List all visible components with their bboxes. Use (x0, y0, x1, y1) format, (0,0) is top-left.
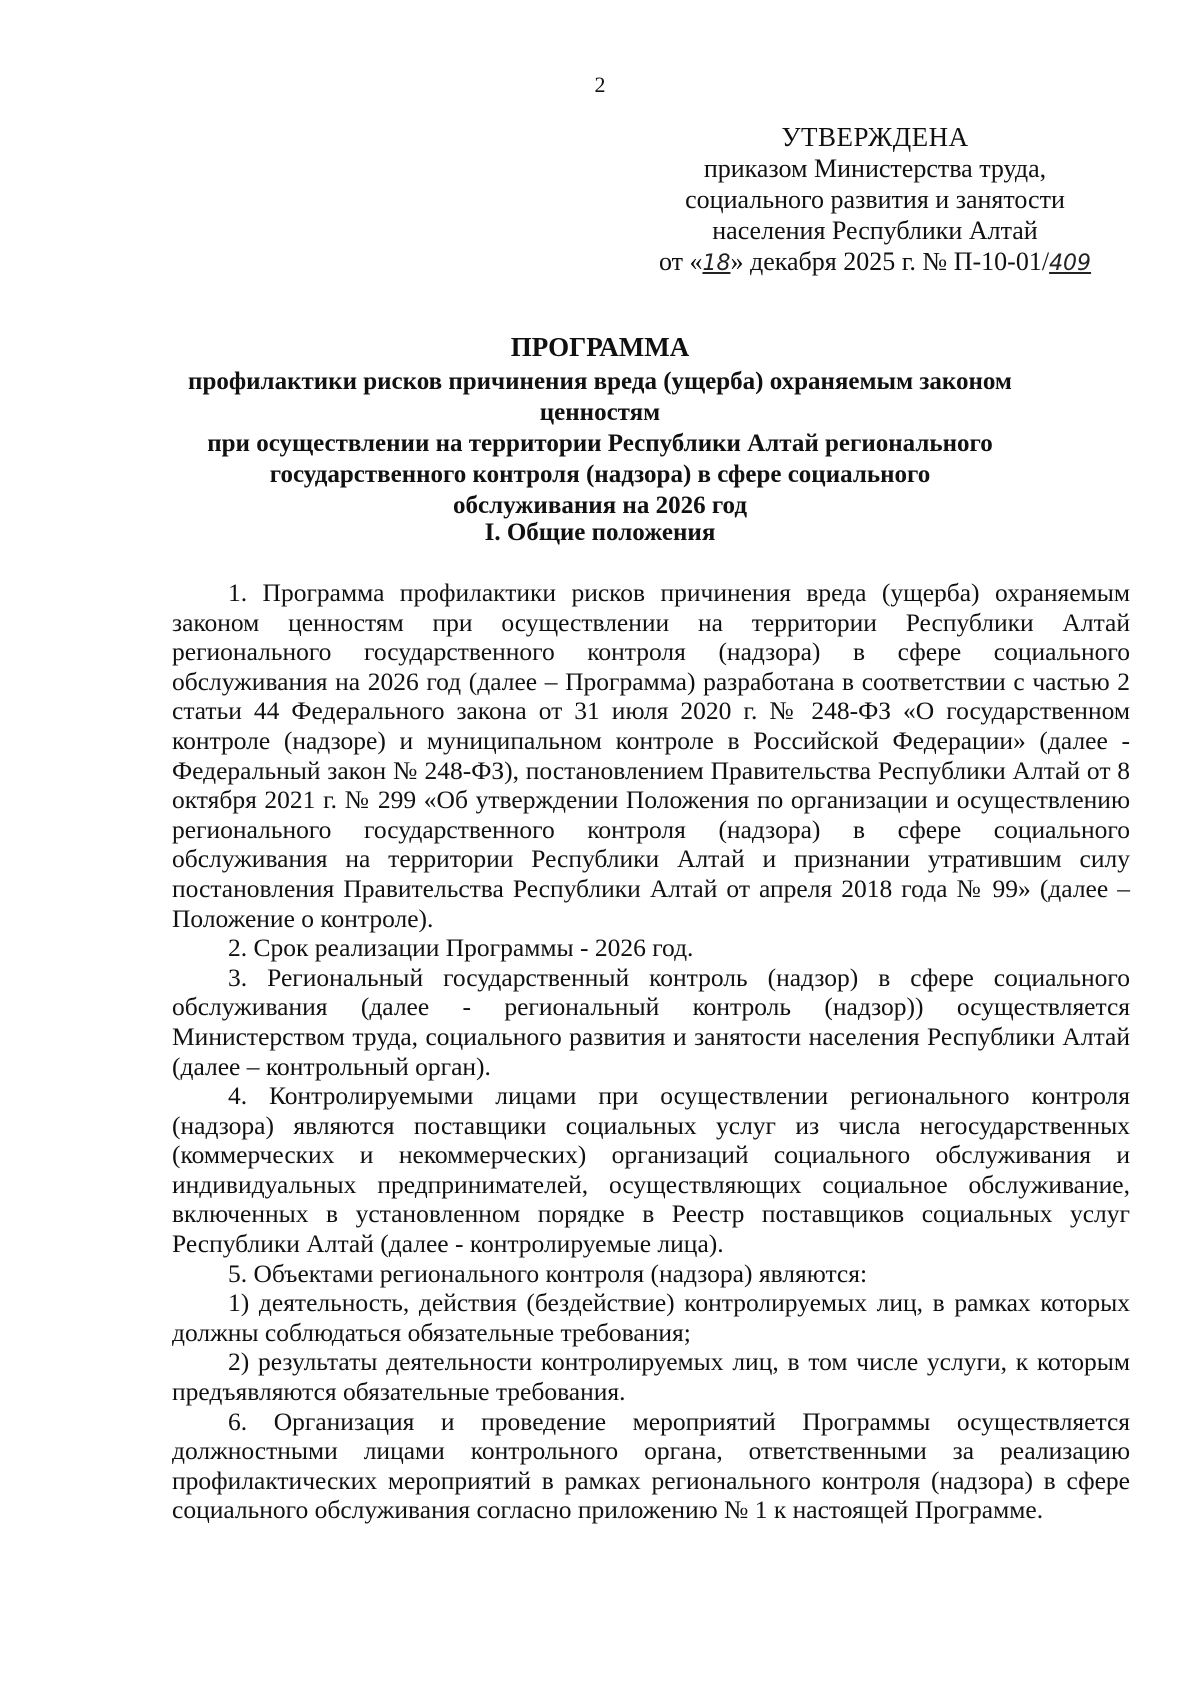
date-suffix: » декабря 2025 г. № П-10-01/ (730, 247, 1050, 276)
approval-line: социального развития и занятости (685, 185, 1065, 214)
paragraph: 2) результаты деятельности контролируемых лиц, в том числе услуги, к которым предъявляются обязательные требования. (172, 1347, 1130, 1407)
program-title-line: государственного контроля (надзора) в сфере социального (269, 461, 931, 488)
paragraph: 5. Объектами регионального контроля (надзора) являются: (228, 1258, 868, 1288)
program-title (150, 332, 1050, 521)
paragraph: 1) деятельность, действия (бездействие) контролируемых лиц, в рамках которых должны соблюдаться обязательные требования; (172, 1288, 1130, 1347)
paragraph: 1. Программа профилактики рисков причинения вреда (ущерба) охраняемым законом ценностям при осуществлении на территории Республики Алтай регионального государственного контроля (надзора) в сфере социального обслуживания на 2026 год (далее – Программа) разработана в соответствии с частью 2 статьи 44 Федерального закона от 31 июля 2020 г. № 248-ФЗ «О государственном контроле (надзоре) и муниципальном контроле в Российской Федерации» (далее - Федеральный закон № 248-ФЗ), постановлением Правительства Республики Алтай от 8 октября 2021 г. № 299 «Об утверждении Положения по организации и осуществлению регионального государственного контроля (надзора) в сфере социального обслуживания на территории Республики Алтай и признании утратившим силу постановления Правительства Республики Алтай от апреля 2018 года № 99» (далее – Положение о контроле). (172, 578, 1130, 933)
section-heading: I. Общие положения (484, 519, 716, 546)
approval-title: УТВЕРЖДЕНА (781, 122, 969, 152)
paragraph: 4. Контролируемыми лицами при осуществлении регионального контроля (надзора) являются поставщики социальных услуг из числа негосударственных (коммерческих и некоммерческих) организаций социального обслуживания и индивидуальных предпринимателей, осуществляющих социальное обслуживание, включенных в установленном порядке в Реестр поставщиков социальных услуг Республики Алтай (далее - контролируемые лица). (172, 1081, 1130, 1259)
program-title-main: ПРОГРАММА (510, 332, 690, 362)
body-text (172, 578, 1130, 1525)
date-prefix: от « (658, 247, 703, 276)
program-title-line: обслуживания на 2026 год (453, 492, 747, 519)
paragraph: 2. Срок реализации Программы - 2026 год. (228, 933, 694, 963)
handwritten-day: 18 (702, 251, 731, 276)
program-title-line: при осуществлении на территории Республики Алтай регионального (207, 430, 993, 457)
paragraph: 6. Организация и проведение мероприятий Программы осуществляется должностными лицами контрольного органа, ответственными за реализацию профилактических мероприятий в рамках регионального контроля (надзора) в сфере социального обслуживания согласно приложению № 1 к настоящей Программе. (172, 1406, 1130, 1525)
approval-line: населения Республики Алтай (712, 216, 1038, 245)
approval-stamp (640, 122, 1110, 279)
paragraph: 3. Региональный государственный контроль (надзор) в сфере социального обслуживания (далее - региональный контроль (надзор)) осуществляется Министерством труда, социального развития и занятости населения Республики Алтай (далее – контрольный орган). (172, 962, 1130, 1081)
approval-line: приказом Министерства труда, (703, 154, 1047, 183)
page-number: 2 (594, 72, 606, 97)
approval-date-line (640, 246, 1110, 279)
program-title-line: профилактики рисков причинения вреда (ущерба) охраняемым законом ценностям (188, 368, 1012, 426)
handwritten-order-number: 409 (1049, 251, 1092, 276)
